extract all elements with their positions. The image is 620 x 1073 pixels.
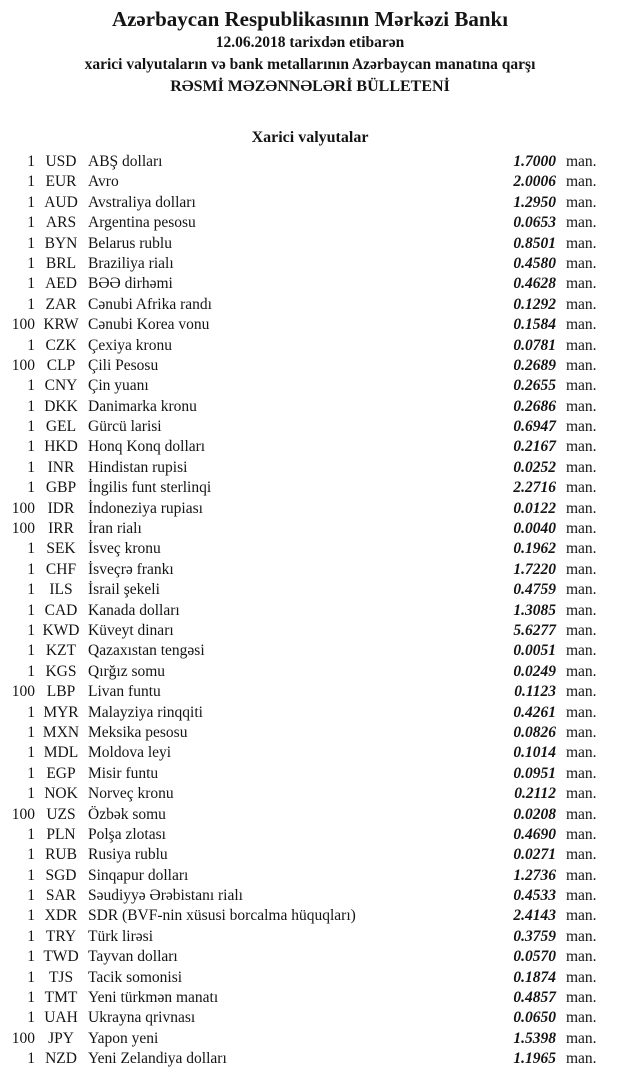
currency-code: JPY xyxy=(48,1029,74,1047)
rate-quantity: 100 xyxy=(11,316,35,334)
rate-row xyxy=(0,458,620,478)
currency-code: USD xyxy=(45,153,77,170)
currency-name: Avro xyxy=(88,173,119,191)
currency-code: EUR xyxy=(45,173,77,191)
rate-value: 0.0249 xyxy=(513,662,556,680)
rate-quantity: 1 xyxy=(27,479,35,497)
rate-unit: man. xyxy=(566,356,597,374)
currency-name: Livan funtu xyxy=(88,683,161,701)
rate-value: 0.3759 xyxy=(513,927,556,945)
currency-name: Kanada dolları xyxy=(88,601,180,619)
currency-name: Hindistan rupisi xyxy=(88,458,188,476)
rate-row xyxy=(0,743,620,763)
currency-name: İsveçrə frankı xyxy=(88,560,174,578)
rate-quantity: 100 xyxy=(11,499,35,517)
rate-value: 0.2689 xyxy=(513,356,556,374)
currency-code: AED xyxy=(45,275,77,293)
rate-unit: man. xyxy=(566,295,597,313)
rate-unit: man. xyxy=(566,520,597,538)
currency-code: INR xyxy=(47,458,75,476)
currency-name: Çili Pesosu xyxy=(88,356,159,374)
rate-row xyxy=(0,682,620,702)
currency-code: XDR xyxy=(44,907,78,925)
rate-quantity: 1 xyxy=(27,642,35,660)
currency-code: PLN xyxy=(46,825,76,843)
rate-value: 0.0271 xyxy=(513,846,556,864)
rate-value: 0.4533 xyxy=(513,887,556,905)
rate-quantity: 1 xyxy=(27,295,35,313)
rate-row xyxy=(0,539,620,559)
currency-code: IDR xyxy=(47,499,75,517)
currency-code: UZS xyxy=(46,805,76,823)
rate-value: 0.2112 xyxy=(514,785,556,803)
rate-quantity: 1 xyxy=(27,764,35,782)
rate-quantity: 1 xyxy=(27,621,35,639)
currency-name: Danimarka kronu xyxy=(88,397,197,415)
currency-code: CHF xyxy=(45,560,77,578)
rate-value: 0.0122 xyxy=(513,499,556,517)
rate-row xyxy=(0,193,620,213)
rate-row xyxy=(0,1008,620,1028)
rate-row xyxy=(0,1049,620,1069)
currency-code: AUD xyxy=(44,193,78,211)
rate-row xyxy=(0,580,620,600)
rate-row xyxy=(0,845,620,865)
rate-quantity: 1 xyxy=(27,540,35,558)
rate-quantity: 100 xyxy=(11,805,35,823)
rate-value: 0.0951 xyxy=(513,764,556,782)
currency-name: Meksika pesosu xyxy=(88,723,188,741)
rate-value: 0.6947 xyxy=(513,418,556,436)
rate-quantity: 1 xyxy=(27,397,35,415)
currency-code: CAD xyxy=(44,601,78,619)
rate-value: 0.4580 xyxy=(513,254,556,272)
rate-row xyxy=(0,968,620,988)
currency-code: KWD xyxy=(42,621,80,639)
rate-row xyxy=(0,295,620,315)
rate-quantity: 1 xyxy=(27,744,35,762)
rate-unit: man. xyxy=(566,173,597,191)
rate-quantity: 1 xyxy=(27,968,35,986)
rate-row xyxy=(0,947,620,967)
currency-name: Ukrayna qrivnası xyxy=(88,1009,196,1027)
rate-value: 1.7000 xyxy=(513,153,556,170)
currency-code: SEK xyxy=(46,540,76,558)
rate-unit: man. xyxy=(566,1009,597,1027)
rate-unit: man. xyxy=(566,254,597,272)
rate-row xyxy=(0,1029,620,1049)
rate-quantity: 1 xyxy=(27,927,35,945)
currency-name: Qazaxıstan tengəsi xyxy=(88,642,205,660)
rate-row xyxy=(0,601,620,621)
section-title-foreign-currencies: Xarici valyutalar xyxy=(251,129,369,146)
rate-unit: man. xyxy=(566,989,597,1007)
rate-value: 0.4759 xyxy=(513,581,556,599)
currency-name: Gürcü larisi xyxy=(88,418,162,436)
currency-name: Braziliya rialı xyxy=(88,254,174,272)
currency-code: KZT xyxy=(45,642,77,660)
rate-value: 0.0051 xyxy=(513,642,556,660)
rate-quantity: 1 xyxy=(27,336,35,354)
rate-value: 0.2655 xyxy=(513,377,556,395)
rate-quantity: 100 xyxy=(11,683,35,701)
currency-name: İsrail şekeli xyxy=(88,581,160,599)
rate-unit: man. xyxy=(566,397,597,415)
scope-line: xarici valyutaların və bank metallarının Azərbaycan manatına qarşı xyxy=(84,56,536,73)
exchange-rates-table xyxy=(0,152,620,1070)
rate-row xyxy=(0,376,620,396)
rate-value: 0.2686 xyxy=(513,397,556,415)
rate-row xyxy=(0,397,620,417)
currency-code: TRY xyxy=(45,927,77,945)
rate-unit: man. xyxy=(566,907,597,925)
rate-unit: man. xyxy=(566,927,597,945)
currency-code: MXN xyxy=(42,723,80,741)
rate-unit: man. xyxy=(566,581,597,599)
rate-row xyxy=(0,234,620,254)
rate-unit: man. xyxy=(566,785,597,803)
rate-unit: man. xyxy=(566,805,597,823)
rate-quantity: 1 xyxy=(27,1050,35,1068)
rate-quantity: 1 xyxy=(27,662,35,680)
rate-unit: man. xyxy=(566,418,597,436)
rate-quantity: 1 xyxy=(27,193,35,211)
currency-name: Çin yuanı xyxy=(88,377,149,395)
rate-row xyxy=(0,274,620,294)
rate-unit: man. xyxy=(566,540,597,558)
currency-name: Rusiya rublu xyxy=(88,846,168,864)
currency-name: İsveç kronu xyxy=(88,540,161,558)
rate-quantity: 1 xyxy=(27,173,35,191)
rate-row xyxy=(0,784,620,804)
rate-unit: man. xyxy=(566,601,597,619)
currency-code: GEL xyxy=(45,418,77,436)
currency-code: DKK xyxy=(44,397,78,415)
rate-value: 0.8501 xyxy=(513,234,556,252)
rate-value: 1.3085 xyxy=(513,601,556,619)
rate-value: 2.2716 xyxy=(513,479,556,497)
currency-code: IRR xyxy=(48,520,74,538)
rate-quantity: 1 xyxy=(27,458,35,476)
currency-code: ZAR xyxy=(45,295,77,313)
rate-value: 0.4857 xyxy=(513,989,556,1007)
rate-unit: man. xyxy=(566,193,597,211)
rate-quantity: 1 xyxy=(27,214,35,232)
rate-unit: man. xyxy=(566,560,597,578)
currency-name: Misir funtu xyxy=(88,764,159,782)
rate-unit: man. xyxy=(566,866,597,884)
currency-name: Yeni Zelandiya dolları xyxy=(88,1050,227,1068)
rate-unit: man. xyxy=(566,887,597,905)
currency-name: Cənubi Afrika randı xyxy=(88,295,212,313)
rate-value: 2.0006 xyxy=(513,173,556,191)
rate-row xyxy=(0,703,620,723)
currency-name: Norveç kronu xyxy=(88,785,174,803)
currency-code: MYR xyxy=(43,703,79,721)
rate-value: 0.1123 xyxy=(514,683,556,701)
rate-quantity: 1 xyxy=(27,989,35,1007)
rate-unit: man. xyxy=(566,764,597,782)
rate-unit: man. xyxy=(566,316,597,334)
rate-row xyxy=(0,519,620,539)
currency-code: HKD xyxy=(44,438,78,456)
rate-unit: man. xyxy=(566,744,597,762)
rate-value: 1.2736 xyxy=(513,866,556,884)
rate-value: 0.1584 xyxy=(513,316,556,334)
currency-code: CZK xyxy=(45,336,77,354)
rate-unit: man. xyxy=(566,214,597,232)
rate-value: 0.4628 xyxy=(513,275,556,293)
rate-value: 1.1965 xyxy=(513,1050,556,1068)
rate-unit: man. xyxy=(566,1050,597,1068)
currency-name: İran rialı xyxy=(88,520,142,538)
currency-name: Özbək somu xyxy=(88,805,166,823)
rate-row xyxy=(0,866,620,886)
rate-value: 0.0252 xyxy=(513,458,556,476)
rate-row xyxy=(0,254,620,274)
rate-unit: man. xyxy=(566,1029,597,1047)
rate-row xyxy=(0,560,620,580)
currency-code: LBP xyxy=(46,683,76,701)
rate-quantity: 1 xyxy=(27,581,35,599)
rate-quantity: 1 xyxy=(27,723,35,741)
currency-code: SGD xyxy=(45,866,77,884)
rate-unit: man. xyxy=(566,948,597,966)
rate-value: 0.1292 xyxy=(513,295,556,313)
currency-code: EGP xyxy=(46,764,76,782)
currency-code: TMT xyxy=(44,989,78,1007)
rate-quantity: 1 xyxy=(27,275,35,293)
rate-quantity: 1 xyxy=(27,703,35,721)
rate-row xyxy=(0,906,620,926)
currency-name: Polşa zlotası xyxy=(88,825,166,843)
rate-unit: man. xyxy=(566,662,597,680)
rate-quantity: 1 xyxy=(27,601,35,619)
rate-row xyxy=(0,336,620,356)
rate-value: 0.0570 xyxy=(513,948,556,966)
rate-quantity: 1 xyxy=(27,866,35,884)
rate-row xyxy=(0,825,620,845)
rate-unit: man. xyxy=(566,621,597,639)
currency-code: KRW xyxy=(43,316,79,334)
rate-row xyxy=(0,172,620,192)
currency-name: Avstraliya dolları xyxy=(88,193,196,211)
effective-date-line: 12.06.2018 tarixdən etibarən xyxy=(215,34,405,51)
rate-row xyxy=(0,927,620,947)
rate-quantity: 100 xyxy=(11,520,35,538)
rate-quantity: 1 xyxy=(27,560,35,578)
currency-name: İndoneziya rupiası xyxy=(88,499,203,517)
currency-code: SAR xyxy=(45,887,77,905)
rate-value: 0.1014 xyxy=(513,744,556,762)
rate-quantity: 1 xyxy=(27,377,35,395)
rate-row xyxy=(0,437,620,457)
rate-quantity: 1 xyxy=(27,418,35,436)
rate-row xyxy=(0,621,620,641)
rate-unit: man. xyxy=(566,458,597,476)
currency-code: MDL xyxy=(43,744,79,762)
currency-name: Argentina pesosu xyxy=(88,214,196,232)
currency-code: GBP xyxy=(45,479,77,497)
currency-name: Cənubi Korea vonu xyxy=(88,316,210,334)
currency-name: Honq Konq dolları xyxy=(88,438,206,456)
currency-code: NOK xyxy=(44,785,78,803)
rate-quantity: 100 xyxy=(11,356,35,374)
currency-name: Yapon yeni xyxy=(88,1029,159,1047)
currency-name: SDR (BVF-nin xüsusi borcalma hüquqları) xyxy=(88,907,356,925)
rate-unit: man. xyxy=(566,683,597,701)
rate-row xyxy=(0,213,620,233)
rate-value: 0.4261 xyxy=(513,703,556,721)
rate-unit: man. xyxy=(566,336,597,354)
rate-value: 0.0826 xyxy=(513,723,556,741)
currency-name: Yeni türkmən manatı xyxy=(88,989,219,1007)
rate-row xyxy=(0,641,620,661)
currency-name: İngilis funt sterlinqi xyxy=(88,479,212,497)
rate-value: 1.7220 xyxy=(513,560,556,578)
currency-name: Moldova leyi xyxy=(88,744,172,762)
currency-name: Tayvan dolları xyxy=(88,948,178,966)
currency-code: TWD xyxy=(43,948,79,966)
bank-name-title: Azərbaycan Respublikasının Mərkəzi Bankı xyxy=(111,7,509,31)
rate-value: 0.2167 xyxy=(513,438,556,456)
rate-value: 0.0653 xyxy=(513,214,556,232)
rate-quantity: 1 xyxy=(27,254,35,272)
rate-unit: man. xyxy=(566,275,597,293)
rate-quantity: 1 xyxy=(27,907,35,925)
currency-code: NZD xyxy=(45,1050,77,1068)
rate-row xyxy=(0,152,620,172)
rate-value: 0.4690 xyxy=(513,825,556,843)
bulletin-header xyxy=(0,0,620,98)
rate-value: 0.0650 xyxy=(513,1009,556,1027)
rate-quantity: 1 xyxy=(27,1009,35,1027)
rate-row xyxy=(0,356,620,376)
rate-row xyxy=(0,886,620,906)
rate-quantity: 1 xyxy=(27,948,35,966)
currency-name: Sinqapur dolları xyxy=(88,866,189,884)
rate-unit: man. xyxy=(566,703,597,721)
rate-quantity: 1 xyxy=(27,153,35,170)
rate-unit: man. xyxy=(566,825,597,843)
currency-name: Səudiyyə Ərəbistanı rialı xyxy=(88,887,243,905)
rate-quantity: 1 xyxy=(27,887,35,905)
rate-quantity: 1 xyxy=(27,438,35,456)
rate-quantity: 1 xyxy=(27,825,35,843)
currency-code: BRL xyxy=(45,254,77,272)
rate-row xyxy=(0,764,620,784)
currency-code: ARS xyxy=(45,214,77,232)
currency-name: ABŞ dolları xyxy=(88,153,163,170)
rate-value: 0.0208 xyxy=(513,805,556,823)
currency-code: RUB xyxy=(45,846,77,864)
currency-name: BƏƏ dirhəmi xyxy=(88,275,173,293)
currency-name: Küveyt dinarı xyxy=(88,621,174,639)
rate-value: 0.1874 xyxy=(513,968,556,986)
rate-row xyxy=(0,315,620,335)
currency-code: CNY xyxy=(44,377,78,395)
rate-quantity: 1 xyxy=(27,785,35,803)
currency-code: ILS xyxy=(49,581,73,599)
currency-name: Tacik somonisi xyxy=(88,968,183,986)
currency-name: Türk lirəsi xyxy=(88,927,153,945)
currency-name: Qırğız somu xyxy=(88,662,166,680)
rate-value: 1.5398 xyxy=(513,1029,556,1047)
currency-code: TJS xyxy=(48,968,74,986)
rate-unit: man. xyxy=(566,377,597,395)
currency-code: KGS xyxy=(45,662,77,680)
rate-unit: man. xyxy=(566,642,597,660)
bulletin-title: RƏSMİ MƏZƏNNƏLƏRİ BÜLLETENİ xyxy=(170,78,450,95)
rate-row xyxy=(0,417,620,437)
rate-value: 0.0781 xyxy=(513,336,556,354)
rate-row xyxy=(0,662,620,682)
rate-row xyxy=(0,988,620,1008)
rate-row xyxy=(0,478,620,498)
rate-quantity: 1 xyxy=(27,846,35,864)
rate-unit: man. xyxy=(566,479,597,497)
rate-unit: man. xyxy=(566,846,597,864)
rate-quantity: 1 xyxy=(27,234,35,252)
rate-unit: man. xyxy=(566,234,597,252)
currency-name: Malayziya rinqqiti xyxy=(88,703,203,721)
currency-name: Belarus rublu xyxy=(88,234,172,252)
currency-name: Çexiya kronu xyxy=(88,336,172,354)
rate-value: 5.6277 xyxy=(513,621,556,639)
rate-value: 0.0040 xyxy=(513,520,556,538)
rate-value: 2.4143 xyxy=(513,907,556,925)
rate-unit: man. xyxy=(566,153,597,170)
rate-unit: man. xyxy=(566,438,597,456)
rate-row xyxy=(0,499,620,519)
rate-unit: man. xyxy=(566,968,597,986)
currency-code: BYN xyxy=(44,234,78,252)
rate-value: 1.2950 xyxy=(513,193,556,211)
rate-row xyxy=(0,805,620,825)
rate-value: 0.1962 xyxy=(513,540,556,558)
rate-row xyxy=(0,723,620,743)
currency-code: UAH xyxy=(44,1009,78,1027)
rate-quantity: 100 xyxy=(11,1029,35,1047)
currency-code: CLP xyxy=(46,356,76,374)
rate-unit: man. xyxy=(566,723,597,741)
rate-unit: man. xyxy=(566,499,597,517)
